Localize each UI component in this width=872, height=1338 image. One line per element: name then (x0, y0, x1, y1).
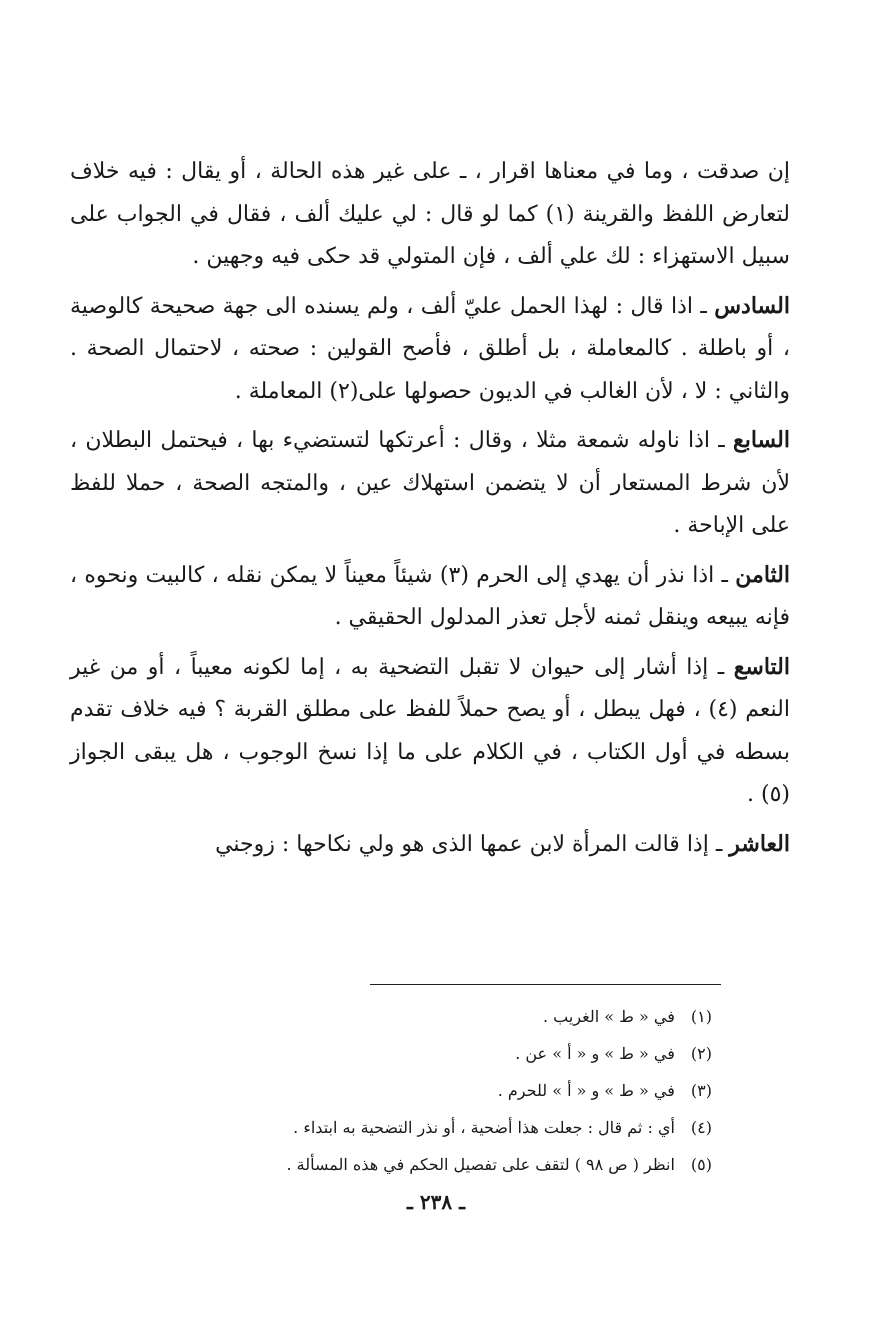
paragraph-text: ـ اذا ناوله شمعة مثلا ، وقال : أعرتكها لتستضيء بها ، فيحتمل البطلان ، لأن شرط المستعار أن لا يتضمن استهلاك عين ، والمتجه الصحة ، حملا للفظ على الإباحة . (70, 428, 790, 538)
paragraph (70, 554, 790, 640)
footnotes (150, 998, 712, 1183)
footnote-number: (٤) (690, 1118, 712, 1137)
paragraph-heading: التاسع (733, 653, 790, 680)
paragraph-heading: السادس (714, 292, 790, 319)
paragraph (70, 419, 790, 548)
paragraph (70, 150, 790, 279)
paragraph-heading: العاشر (729, 830, 790, 857)
footnote (150, 1109, 712, 1146)
footnote-text: أي : ثم قال : جعلت هذا أضحية ، أو نذر التضحية به ابتداء . (293, 1118, 675, 1137)
footnote-number: (١) (690, 1007, 712, 1026)
footnote (150, 998, 712, 1035)
paragraph-heading: السابع (733, 427, 790, 453)
footnote-number: (٣) (690, 1081, 712, 1100)
paragraph-text: ـ إذا قالت المرأة لابن عمها الذى هو ولي نكاحها : زوجني (215, 831, 730, 857)
footnote-text: في « ط » الغريب . (543, 1007, 675, 1026)
paragraph-text: ـ إذا أشار إلى حيوان لا تقبل التضحية به ، إما لكونه معيباً ، أو من غير النعم (٤) ، فهل يبطل ، أو يصح حملاً للفظ على مطلق القربة ؟ فيه خلاف تقدم بسطه في أول الكتاب ، في الكلام على ما إذا نسخ الوجوب ، هل يبقى الجواز (٥) . (70, 654, 790, 807)
footnote-text: انظر ( ص ٩٨ ) لتقف على تفصيل الحكم في هذه المسألة . (286, 1155, 675, 1174)
footnote-text: في « ط » و « أ » للحرم . (497, 1081, 675, 1100)
footnote-divider (370, 984, 721, 985)
body-text (70, 150, 790, 872)
paragraph-heading: الثامن (735, 561, 790, 588)
paragraph (70, 823, 790, 867)
paragraph (70, 285, 790, 414)
footnote-text: في « ط » و « أ » عن . (515, 1044, 675, 1063)
footnote (150, 1146, 712, 1183)
footnote (150, 1072, 712, 1109)
paragraph-text: ـ اذا نذر أن يهدي إلى الحرم (٣) شيئاً معيناً لا يمكن نقله ، كالبيت ونحوه ، فإنه يبيعه وينقل ثمنه لأجل تعذر المدلول الحقيقي . (70, 562, 790, 630)
footnote-number: (٥) (690, 1155, 712, 1174)
footnote (150, 1035, 712, 1072)
footnote-number: (٢) (690, 1044, 712, 1063)
page-number: ـ ٢٣٨ ـ (407, 1190, 465, 1214)
paragraph-text: ـ اذا قال : لهذا الحمل عليّ ألف ، ولم يسنده الى جهة صحيحة كالوصية ، أو باطلة . كالمعاملة ، بل أطلق ، فأصح القولين : صحته ، لاحتمال الصحة . والثاني : لا ، لأن الغالب في الديون حصولها على(٢) المعاملة . (70, 293, 790, 404)
paragraph (70, 646, 790, 817)
paragraph-text: إن صدقت ، وما في معناها اقرار ، ـ على غير هذه الحالة ، أو يقال : فيه خلاف لتعارض اللفظ والقرينة (١) كما لو قال : لي عليك ألف ، فقال في الجواب على سبيل الاستهزاء : لك علي ألف ، فإن المتولي قد حكى فيه وجهين . (70, 159, 790, 269)
